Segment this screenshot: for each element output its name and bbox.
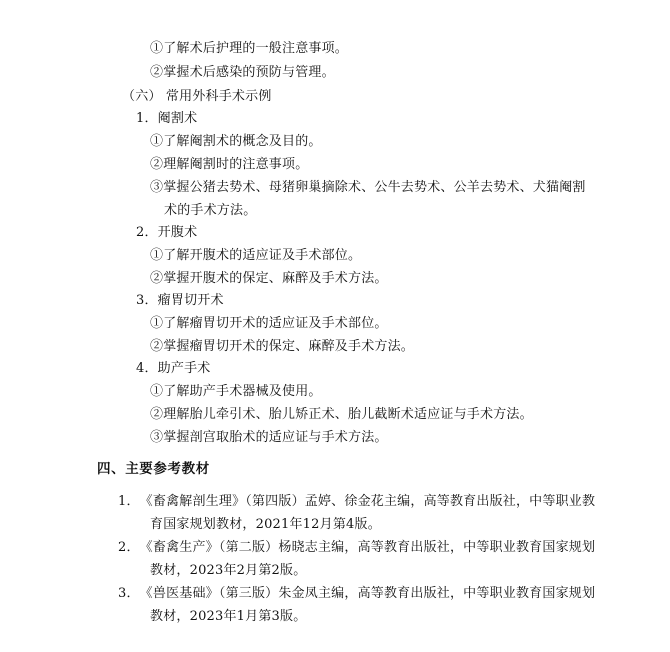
reference-number: 1．	[118, 494, 140, 509]
item-title: 2．开腹术	[136, 225, 198, 240]
content-line: ①了解开腹术的适应证及手术部位。	[150, 248, 362, 263]
content-line: ②理解阉割时的注意事项。	[150, 157, 309, 172]
reference-line	[118, 493, 595, 511]
content-line: ①了解助产手术器械及使用。	[150, 384, 322, 399]
reference-line-continued: 教材，2023年1月第3版。	[150, 609, 307, 624]
reference-text: 《畜禽解剖生理》（第四版）孟婷、徐金花主编，高等教育出版社，中等职业教	[139, 494, 596, 509]
section-heading: 四、主要参考教材	[97, 461, 210, 477]
subsection-title: （六） 常用外科手术示例	[122, 89, 272, 104]
item-title: 4．助产手术	[136, 361, 211, 376]
content-line: ②理解胎儿牵引术、胎儿矫正术、胎儿截断术适应证与手术方法。	[150, 407, 533, 422]
reference-line	[118, 539, 595, 557]
reference-number: 3．	[118, 586, 140, 601]
content-line: 术的手术方法。	[164, 203, 257, 218]
reference-line-continued: 教材，2023年2月第2版。	[150, 563, 307, 578]
reference-text: 《兽医基础》（第三版）朱金凤主编，高等教育出版社，中等职业教育国家规划	[139, 586, 596, 601]
content-line: ②掌握瘤胃切开术的保定、麻醉及手术方法。	[150, 339, 415, 354]
content-line: ①了解术后护理的一般注意事项。	[150, 41, 349, 56]
reference-line	[118, 585, 595, 603]
content-line: ③掌握剖宫取胎术的适应证与手术方法。	[150, 430, 388, 445]
content-line: ①了解瘤胃切开术的适应证及手术部位。	[150, 316, 388, 331]
reference-text: 《畜禽生产》（第二版）杨晓志主编，高等教育出版社，中等职业教育国家规划	[139, 540, 596, 555]
item-title: 1．阉割术	[136, 111, 198, 126]
content-line: ③掌握公猪去势术、母猪卵巢摘除术、公牛去势术、公羊去势术、犬猫阉割	[150, 180, 586, 195]
content-line: ②掌握开腹术的保定、麻醉及手术方法。	[150, 271, 388, 286]
reference-line-continued: 育国家规划教材，2021年12月第4版。	[150, 517, 381, 532]
content-line: ①了解阉割术的概念及目的。	[150, 134, 322, 149]
content-line: ②掌握术后感染的预防与管理。	[150, 65, 335, 80]
item-title: 3．瘤胃切开术	[136, 293, 224, 308]
reference-number: 2．	[118, 540, 140, 555]
